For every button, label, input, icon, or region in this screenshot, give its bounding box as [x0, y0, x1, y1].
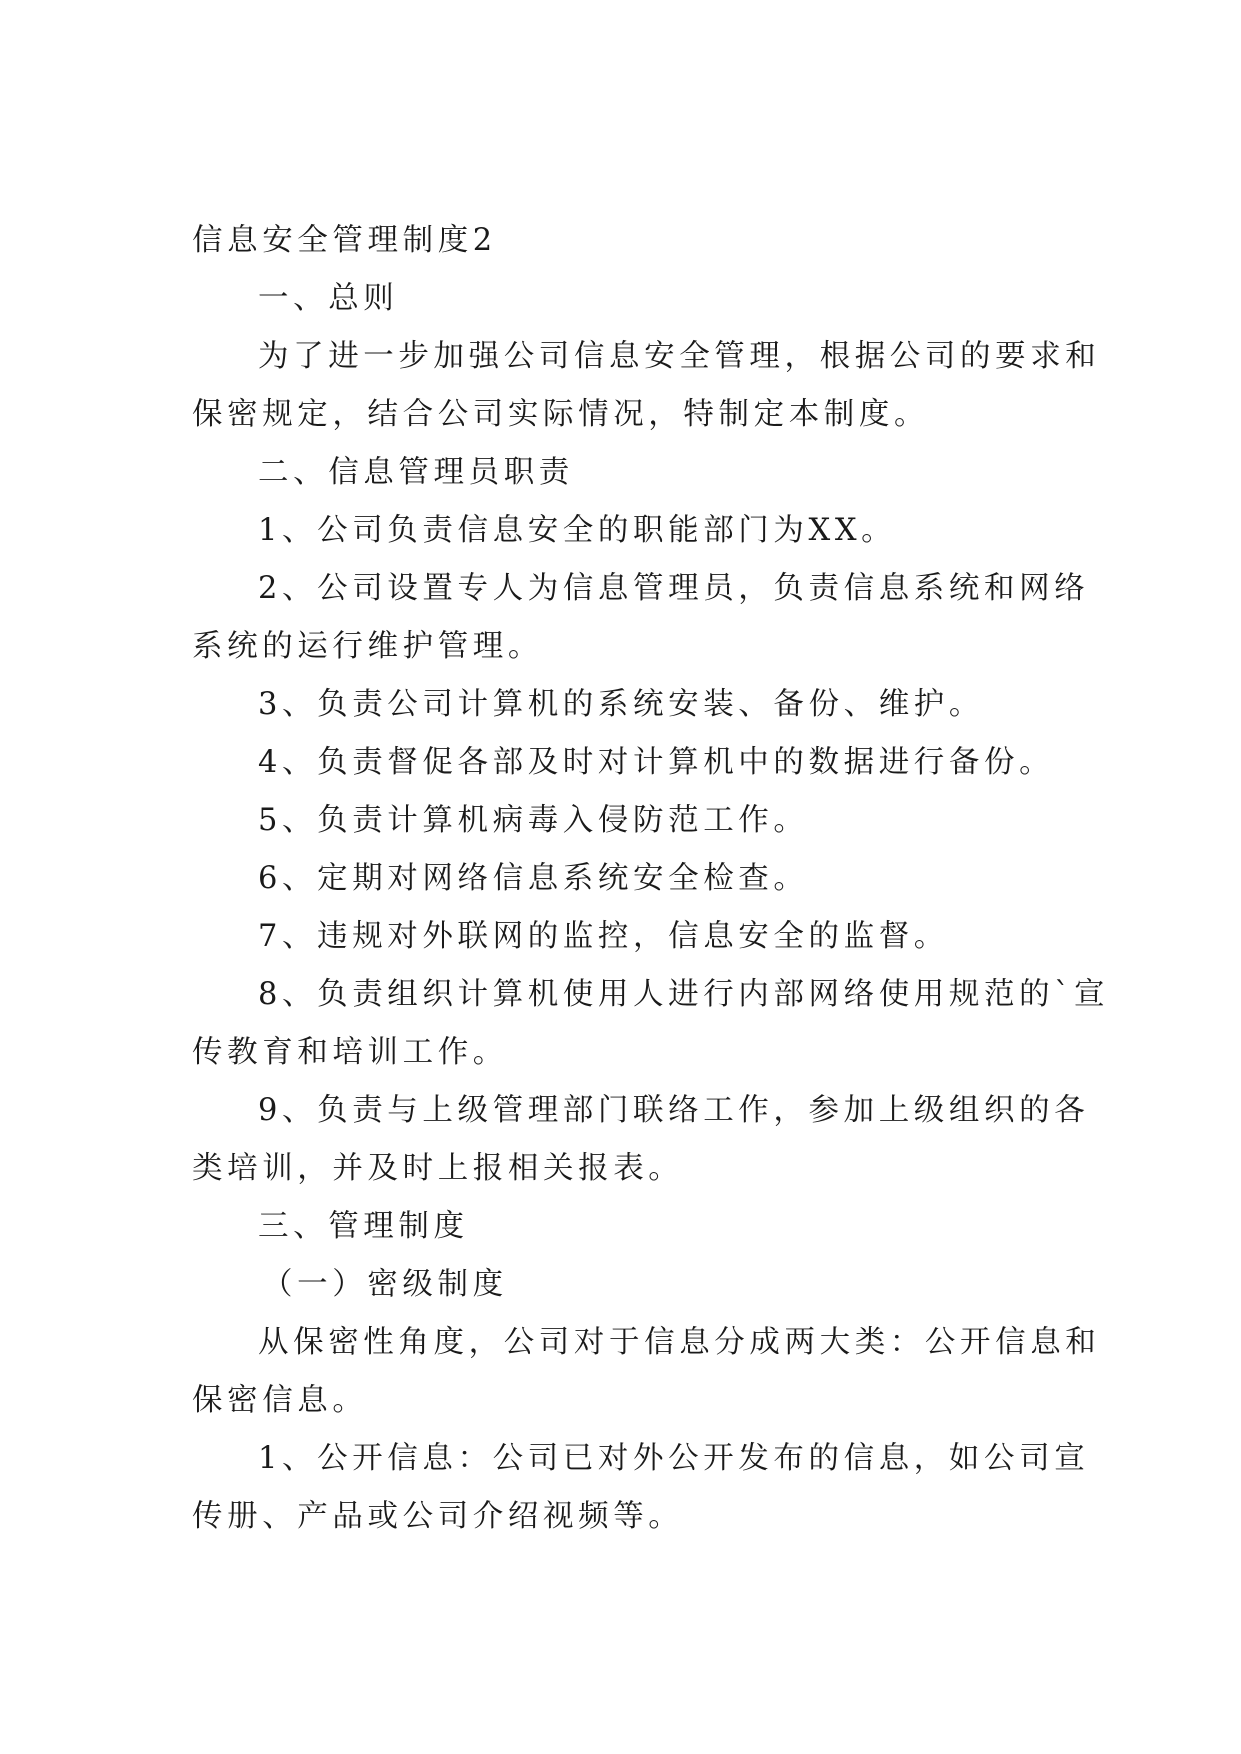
paragraph-line: 保密信息。 — [192, 1383, 368, 1418]
list-item: 4、负责督促各部及时对计算机中的数据进行备份。 — [258, 745, 1055, 780]
paragraph-line: 保密规定，结合公司实际情况，特制定本制度。 — [192, 397, 930, 432]
paragraph-line: 从保密性角度，公司对于信息分成两大类：公开信息和 — [258, 1325, 1101, 1360]
section-heading-admin-duties: 二、信息管理员职责 — [258, 455, 574, 490]
section-heading-management: 三、管理制度 — [258, 1209, 469, 1244]
paragraph-line: 为了进一步加强公司信息安全管理，根据公司的要求和 — [258, 339, 1101, 374]
list-item-continuation: 系统的运行维护管理。 — [192, 629, 543, 664]
list-item-continuation: 传教育和培训工作。 — [192, 1035, 508, 1070]
document-body — [192, 212, 1110, 1546]
list-item: 2、公司设置专人为信息管理员，负责信息系统和网络 — [258, 571, 1090, 606]
list-item: 8、负责组织计算机使用人进行内部网络使用规范的`宣 — [258, 977, 1110, 1012]
list-item-continuation: 传册、产品或公司介绍视频等。 — [192, 1499, 684, 1534]
subsection-heading-classification: （一）密级制度 — [262, 1267, 508, 1302]
list-item-continuation: 类培训，并及时上报相关报表。 — [192, 1151, 684, 1186]
document-title: 信息安全管理制度2 — [192, 223, 497, 258]
list-item: 7、违规对外联网的监控，信息安全的监督。 — [258, 919, 949, 954]
list-item: 6、定期对网络信息系统安全检查。 — [258, 861, 809, 896]
section-heading-general: 一、总则 — [258, 281, 399, 316]
list-item: 1、公司负责信息安全的职能部门为XX。 — [258, 513, 897, 548]
list-item: 9、负责与上级管理部门联络工作，参加上级组织的各 — [258, 1093, 1090, 1128]
list-item: 5、负责计算机病毒入侵防范工作。 — [258, 803, 809, 838]
list-item: 1、公开信息：公司已对外公开发布的信息，如公司宣 — [258, 1441, 1090, 1476]
list-item: 3、负责公司计算机的系统安装、备份、维护。 — [258, 687, 985, 722]
